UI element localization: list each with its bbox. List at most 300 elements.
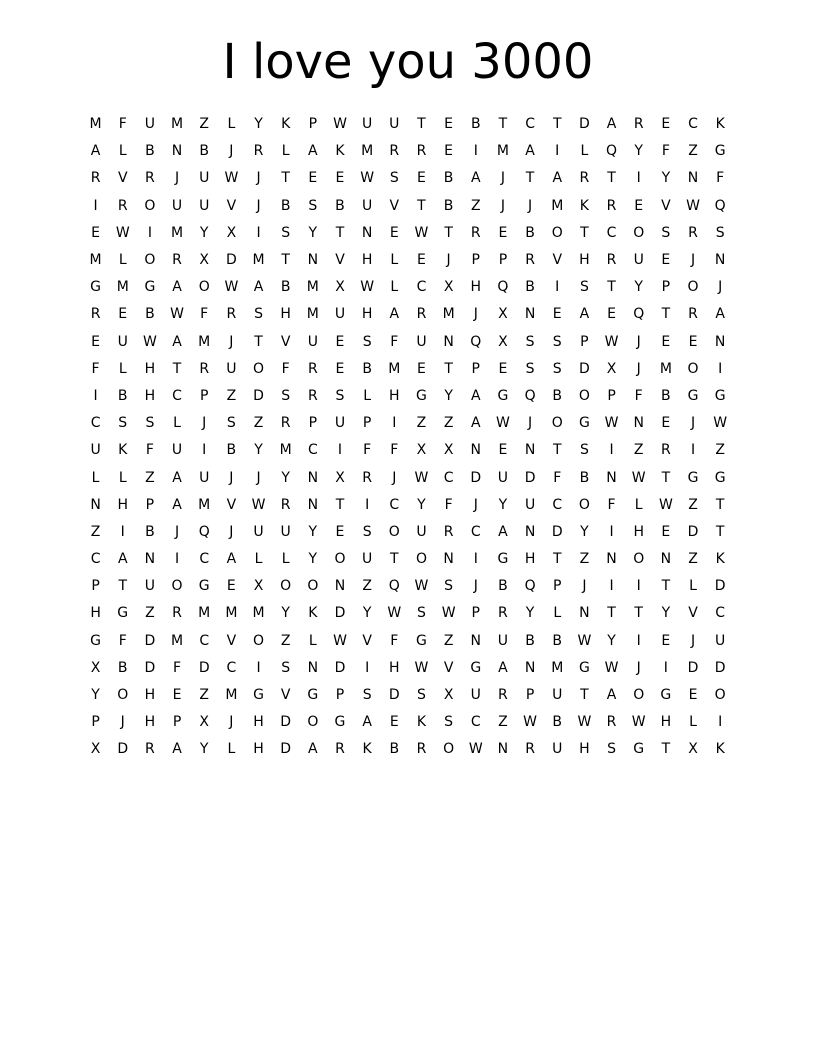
grid-letter: C bbox=[470, 714, 481, 731]
grid-letter: H bbox=[524, 551, 536, 568]
grid-letter: P bbox=[362, 415, 372, 432]
grid-letter: O bbox=[307, 578, 319, 595]
grid-letter: W bbox=[333, 116, 347, 133]
grid-letter: A bbox=[90, 143, 101, 160]
grid-letter: A bbox=[172, 469, 182, 486]
grid-letter: A bbox=[389, 306, 400, 323]
grid-letter: X bbox=[416, 442, 427, 459]
grid-letter: J bbox=[256, 170, 261, 187]
grid-letter: W bbox=[604, 415, 619, 432]
grid-letter: B bbox=[443, 170, 454, 187]
grid-letter: Z bbox=[145, 605, 155, 622]
grid-letter: S bbox=[362, 523, 372, 540]
grid-letter: J bbox=[636, 333, 641, 350]
grid-letter: C bbox=[307, 442, 318, 459]
grid-letter: R bbox=[145, 741, 155, 758]
grid-letter: E bbox=[335, 170, 345, 187]
grid-letter: A bbox=[226, 551, 237, 568]
grid-letter: W bbox=[414, 224, 429, 241]
grid-letter: U bbox=[253, 523, 264, 540]
grid-letter: N bbox=[714, 333, 726, 350]
grid-letter: M bbox=[252, 605, 265, 622]
grid-letter: R bbox=[470, 224, 481, 241]
grid-letter: Z bbox=[416, 415, 427, 432]
grid-letter: X bbox=[90, 741, 101, 758]
grid-letter: X bbox=[498, 306, 508, 323]
grid-letter: H bbox=[470, 279, 482, 296]
grid-row bbox=[82, 274, 734, 301]
grid-letter: I bbox=[365, 659, 370, 676]
grid-letter: U bbox=[362, 197, 373, 214]
grid-letter: D bbox=[144, 659, 156, 676]
grid-letter: L bbox=[580, 143, 589, 160]
grid-letter: P bbox=[199, 387, 209, 404]
grid-letter: E bbox=[607, 306, 616, 323]
grid-letter: J bbox=[229, 714, 234, 731]
grid-letter: H bbox=[90, 605, 101, 622]
grid-letter: U bbox=[90, 442, 101, 459]
grid-letter: X bbox=[498, 333, 508, 350]
grid-letter: O bbox=[144, 252, 156, 269]
grid-letter: G bbox=[144, 279, 156, 296]
grid-letter: M bbox=[198, 496, 211, 513]
grid-letter: T bbox=[444, 224, 453, 241]
grid-letter: N bbox=[579, 605, 590, 622]
grid-letter: F bbox=[390, 442, 399, 459]
grid-letter: O bbox=[551, 224, 563, 241]
grid-letter: E bbox=[661, 632, 671, 649]
grid-letter: M bbox=[89, 252, 102, 269]
grid-letter: C bbox=[688, 116, 698, 133]
grid-letter: Z bbox=[498, 714, 508, 731]
grid-letter: N bbox=[687, 170, 699, 187]
grid-letter: Z bbox=[362, 578, 372, 595]
grid-letter: P bbox=[145, 496, 155, 513]
grid-letter: C bbox=[172, 387, 182, 404]
grid-letter: T bbox=[417, 197, 426, 214]
grid-letter: B bbox=[579, 469, 590, 486]
grid-letter: V bbox=[552, 252, 563, 269]
grid-letter: D bbox=[388, 687, 400, 704]
grid-letter: Z bbox=[280, 632, 291, 649]
grid-letter: T bbox=[335, 224, 345, 241]
grid-letter: N bbox=[497, 741, 509, 758]
grid-letter: J bbox=[636, 659, 641, 676]
grid-letter: Y bbox=[634, 143, 643, 160]
grid-letter: S bbox=[525, 360, 535, 377]
grid-letter: Y bbox=[498, 496, 508, 513]
grid-letter: M bbox=[306, 306, 319, 323]
grid-letter: E bbox=[661, 252, 671, 269]
grid-letter: R bbox=[172, 252, 182, 269]
grid-letter: Y bbox=[308, 551, 318, 568]
grid-letter: J bbox=[256, 197, 261, 214]
grid-letter: O bbox=[198, 279, 210, 296]
grid-letter: E bbox=[498, 442, 508, 459]
grid-letter: P bbox=[607, 387, 616, 404]
grid-letter: I bbox=[93, 197, 98, 214]
grid-letter: I bbox=[93, 387, 98, 404]
grid-letter: E bbox=[444, 116, 454, 133]
grid-letter: U bbox=[389, 116, 400, 133]
grid-letter: W bbox=[224, 279, 239, 296]
grid-letter: I bbox=[718, 714, 723, 731]
grid-letter: A bbox=[606, 687, 617, 704]
grid-letter: B bbox=[199, 143, 209, 160]
grid-letter: M bbox=[252, 252, 265, 269]
grid-letter: I bbox=[555, 279, 560, 296]
grid-letter: G bbox=[470, 659, 482, 676]
grid-letter: H bbox=[144, 387, 156, 404]
grid-letter: O bbox=[415, 551, 427, 568]
grid-letter: U bbox=[144, 116, 156, 133]
grid-letter: F bbox=[716, 170, 725, 187]
grid-letter: R bbox=[280, 496, 291, 513]
grid-letter: N bbox=[660, 551, 672, 568]
grid-letter: D bbox=[334, 605, 346, 622]
grid-letter: R bbox=[90, 306, 101, 323]
grid-letter: A bbox=[552, 170, 563, 187]
grid-letter: X bbox=[606, 360, 617, 377]
grid-letter: S bbox=[525, 333, 535, 350]
grid-letter: G bbox=[714, 469, 726, 486]
grid-letter: F bbox=[444, 496, 453, 513]
grid-letter: A bbox=[172, 741, 182, 758]
grid-letter: U bbox=[334, 415, 346, 432]
grid-letter: T bbox=[580, 687, 589, 704]
grid-letter: G bbox=[633, 741, 645, 758]
grid-row bbox=[82, 600, 734, 627]
grid-letter: M bbox=[198, 605, 211, 622]
grid-letter: D bbox=[117, 741, 129, 758]
grid-row bbox=[82, 464, 734, 491]
grid-letter: T bbox=[281, 252, 290, 269]
grid-letter: L bbox=[634, 496, 643, 513]
grid-letter: B bbox=[525, 632, 535, 649]
grid-letter: B bbox=[552, 632, 563, 649]
grid-letter: W bbox=[224, 170, 239, 187]
grid-letter: U bbox=[199, 469, 210, 486]
grid-letter: A bbox=[172, 333, 182, 350]
grid-letter: O bbox=[171, 578, 183, 595]
grid-letter: W bbox=[387, 605, 402, 622]
grid-letter: S bbox=[335, 387, 345, 404]
grid-letter: F bbox=[390, 333, 399, 350]
grid-letter: S bbox=[254, 306, 263, 323]
grid-letter: H bbox=[144, 687, 156, 704]
grid-letter: U bbox=[715, 632, 726, 649]
grid-letter: N bbox=[524, 306, 536, 323]
grid-letter: S bbox=[281, 659, 291, 676]
grid-letter: F bbox=[661, 143, 670, 160]
grid-letter: R bbox=[172, 605, 182, 622]
grid-letter: A bbox=[172, 496, 182, 513]
grid-letter: T bbox=[661, 741, 671, 758]
grid-letter: O bbox=[633, 551, 645, 568]
grid-letter: R bbox=[606, 197, 617, 214]
grid-letter: C bbox=[525, 116, 535, 133]
grid-letter: D bbox=[524, 469, 536, 486]
grid-letter: C bbox=[226, 659, 237, 676]
grid-letter: A bbox=[308, 741, 318, 758]
grid-letter: T bbox=[661, 469, 671, 486]
grid-letter: R bbox=[498, 605, 508, 622]
grid-letter: S bbox=[281, 387, 291, 404]
grid-letter: T bbox=[552, 116, 562, 133]
grid-letter: T bbox=[444, 360, 453, 377]
grid-letter: U bbox=[362, 116, 373, 133]
grid-letter: R bbox=[498, 687, 508, 704]
grid-letter: L bbox=[118, 360, 127, 377]
grid-letter: Z bbox=[253, 415, 264, 432]
page-title: I love you 3000 bbox=[222, 34, 594, 90]
grid-letter: I bbox=[636, 170, 641, 187]
grid-letter: G bbox=[90, 632, 101, 649]
grid-letter: S bbox=[308, 197, 318, 214]
grid-row bbox=[82, 383, 734, 410]
grid-letter: Y bbox=[199, 224, 209, 241]
grid-letter: E bbox=[389, 714, 399, 731]
grid-row bbox=[82, 655, 734, 682]
grid-letter: L bbox=[227, 116, 236, 133]
grid-letter: K bbox=[281, 116, 291, 133]
grid-letter: W bbox=[713, 415, 728, 432]
grid-letter: Z bbox=[470, 197, 481, 214]
grid-letter: U bbox=[362, 551, 373, 568]
grid-letter: O bbox=[253, 632, 265, 649]
grid-letter: C bbox=[90, 415, 101, 432]
grid-row bbox=[82, 410, 734, 437]
grid-letter: B bbox=[145, 523, 155, 540]
grid-letter: C bbox=[90, 551, 101, 568]
grid-letter: I bbox=[337, 442, 343, 459]
grid-letter: J bbox=[174, 523, 180, 540]
grid-letter: A bbox=[579, 306, 590, 323]
grid-letter: S bbox=[118, 415, 128, 432]
grid-letter: X bbox=[226, 224, 237, 241]
grid-letter: N bbox=[307, 496, 319, 513]
grid-letter: A bbox=[470, 415, 481, 432]
grid-letter: I bbox=[473, 551, 478, 568]
grid-letter: T bbox=[118, 578, 128, 595]
grid-letter: D bbox=[253, 387, 264, 404]
grid-letter: U bbox=[416, 333, 427, 350]
grid-row bbox=[82, 519, 734, 546]
grid-letter: R bbox=[335, 741, 345, 758]
grid-letter: R bbox=[688, 306, 698, 323]
grid-letter: W bbox=[468, 741, 483, 758]
grid-letter: W bbox=[142, 333, 157, 350]
grid-letter: U bbox=[226, 360, 237, 377]
grid-letter: E bbox=[417, 252, 426, 269]
grid-letter: P bbox=[661, 279, 671, 296]
grid-letter: R bbox=[145, 170, 155, 187]
grid-letter: I bbox=[147, 224, 152, 241]
grid-letter: H bbox=[144, 714, 156, 731]
grid-letter: R bbox=[307, 387, 318, 404]
grid-letter: E bbox=[172, 687, 182, 704]
grid-letter: J bbox=[690, 252, 696, 269]
grid-letter: I bbox=[365, 496, 370, 513]
grid-letter: F bbox=[91, 360, 100, 377]
grid-letter: A bbox=[117, 551, 128, 568]
grid-letter: H bbox=[361, 306, 373, 323]
grid-letter: D bbox=[687, 659, 699, 676]
grid-letter: R bbox=[253, 143, 264, 160]
grid-letter: C bbox=[416, 279, 427, 296]
grid-letter: T bbox=[607, 170, 616, 187]
grid-letter: O bbox=[714, 687, 726, 704]
grid-letter: D bbox=[714, 578, 726, 595]
grid-letter: W bbox=[577, 632, 592, 649]
grid-letter: P bbox=[580, 333, 589, 350]
grid-letter: Y bbox=[362, 605, 372, 622]
grid-letter: L bbox=[254, 551, 263, 568]
grid-letter: D bbox=[714, 659, 726, 676]
grid-letter: N bbox=[443, 551, 454, 568]
grid-letter: H bbox=[633, 523, 644, 540]
grid-letter: U bbox=[552, 687, 563, 704]
grid-letter: M bbox=[89, 116, 102, 133]
grid-letter: N bbox=[443, 333, 454, 350]
grid-row bbox=[82, 247, 734, 274]
grid-letter: B bbox=[145, 143, 155, 160]
grid-letter: F bbox=[200, 306, 209, 323]
grid-letter: H bbox=[389, 659, 400, 676]
grid-letter: V bbox=[389, 197, 400, 214]
grid-letter: E bbox=[498, 360, 508, 377]
grid-letter: I bbox=[555, 143, 560, 160]
grid-letter: U bbox=[524, 496, 536, 513]
grid-letter: V bbox=[117, 170, 128, 187]
grid-letter: T bbox=[607, 605, 616, 622]
grid-letter: R bbox=[307, 360, 318, 377]
grid-letter: M bbox=[171, 632, 184, 649]
grid-row bbox=[82, 329, 734, 356]
grid-row bbox=[82, 301, 734, 328]
grid-row bbox=[82, 628, 734, 655]
grid-letter: U bbox=[144, 578, 156, 595]
grid-letter: S bbox=[281, 224, 291, 241]
grid-letter: N bbox=[524, 659, 536, 676]
grid-letter: U bbox=[117, 333, 128, 350]
grid-letter: H bbox=[389, 387, 400, 404]
grid-letter: A bbox=[498, 659, 508, 676]
grid-row bbox=[82, 709, 734, 736]
grid-letter: B bbox=[280, 279, 291, 296]
grid-letter: L bbox=[689, 578, 697, 595]
grid-letter: R bbox=[443, 523, 454, 540]
grid-letter: E bbox=[308, 170, 318, 187]
grid-letter: B bbox=[525, 224, 535, 241]
grid-letter: V bbox=[335, 252, 345, 269]
grid-letter: M bbox=[225, 605, 238, 622]
grid-letter: W bbox=[441, 605, 456, 622]
grid-letter: G bbox=[714, 387, 726, 404]
grid-letter: D bbox=[470, 469, 482, 486]
grid-letter: S bbox=[417, 687, 426, 704]
grid-letter: F bbox=[363, 442, 372, 459]
grid-letter: D bbox=[334, 659, 346, 676]
grid-row bbox=[82, 682, 734, 709]
grid-letter: K bbox=[118, 442, 128, 459]
grid-letter: R bbox=[280, 415, 291, 432]
grid-letter: J bbox=[446, 252, 451, 269]
grid-letter: J bbox=[718, 279, 723, 296]
grid-letter: C bbox=[552, 496, 563, 513]
grid-letter: R bbox=[117, 197, 128, 214]
grid-letter: Q bbox=[524, 578, 536, 595]
grid-letter: N bbox=[470, 442, 481, 459]
grid-letter: A bbox=[498, 523, 508, 540]
grid-letter: B bbox=[552, 387, 563, 404]
grid-letter: Y bbox=[444, 387, 453, 404]
grid-letter: K bbox=[416, 714, 427, 731]
grid-letter: M bbox=[116, 279, 129, 296]
grid-letter: A bbox=[362, 714, 372, 731]
grid-letter: O bbox=[551, 415, 563, 432]
grid-letter: I bbox=[256, 659, 261, 676]
grid-letter: P bbox=[471, 252, 480, 269]
grid-letter: J bbox=[528, 415, 533, 432]
grid-letter: Z bbox=[688, 551, 698, 568]
grid-letter: C bbox=[443, 469, 454, 486]
grid-letter: E bbox=[417, 170, 426, 187]
grid-letter: L bbox=[118, 252, 127, 269]
grid-letter: I bbox=[202, 442, 207, 459]
grid-letter: Y bbox=[607, 632, 616, 649]
grid-letter: F bbox=[634, 387, 643, 404]
grid-row bbox=[82, 356, 734, 383]
grid-letter: V bbox=[226, 632, 237, 649]
grid-letter: B bbox=[280, 197, 291, 214]
grid-letter: G bbox=[334, 714, 346, 731]
grid-letter: E bbox=[688, 687, 698, 704]
grid-letter: T bbox=[715, 523, 725, 540]
grid-letter: H bbox=[660, 714, 672, 731]
grid-letter: E bbox=[389, 224, 399, 241]
grid-letter: B bbox=[389, 741, 400, 758]
grid-row bbox=[82, 573, 734, 600]
grid-letter: I bbox=[636, 632, 641, 649]
grid-letter: W bbox=[414, 578, 429, 595]
grid-letter: S bbox=[417, 605, 426, 622]
grid-letter: U bbox=[199, 197, 210, 214]
grid-letter: S bbox=[362, 687, 372, 704]
grid-letter: O bbox=[334, 551, 346, 568]
grid-letter: E bbox=[634, 197, 644, 214]
grid-letter: P bbox=[91, 714, 100, 731]
grid-letter: J bbox=[528, 197, 533, 214]
grid-letter: G bbox=[253, 687, 264, 704]
grid-letter: E bbox=[661, 333, 671, 350]
grid-letter: E bbox=[688, 333, 698, 350]
grid-row bbox=[82, 111, 734, 138]
grid-letter: E bbox=[118, 306, 128, 323]
grid-letter: W bbox=[631, 714, 646, 731]
grid-letter: I bbox=[609, 578, 614, 595]
grid-letter: M bbox=[198, 333, 211, 350]
grid-letter: Z bbox=[226, 387, 237, 404]
grid-letter: S bbox=[362, 333, 372, 350]
grid-letter: R bbox=[362, 469, 372, 486]
grid-letter: A bbox=[470, 387, 481, 404]
grid-letter: K bbox=[715, 551, 725, 568]
grid-letter: Y bbox=[308, 523, 318, 540]
grid-letter: Y bbox=[254, 116, 263, 133]
grid-letter: I bbox=[120, 523, 125, 540]
grid-letter: P bbox=[471, 605, 480, 622]
